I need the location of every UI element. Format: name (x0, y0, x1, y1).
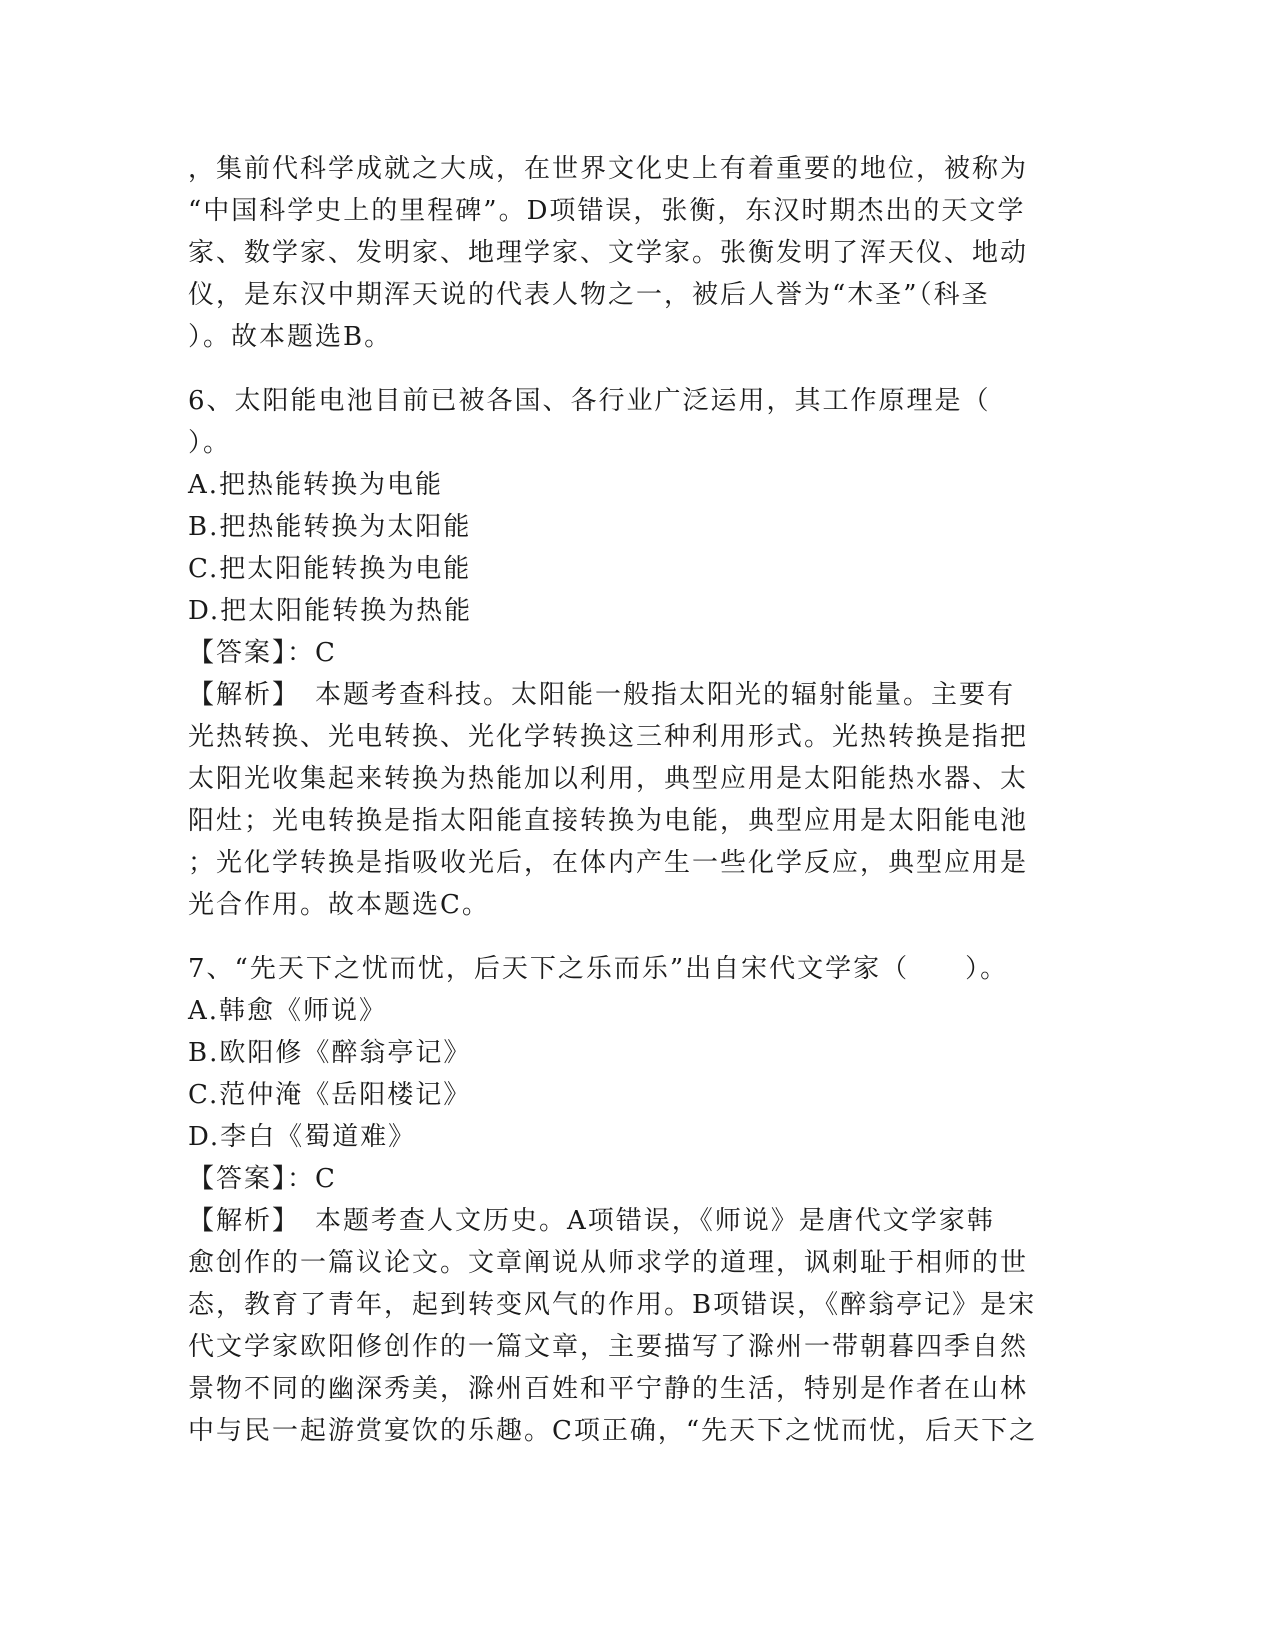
option-a: A.把热能转换为电能 (188, 470, 444, 500)
previous-explanation (188, 148, 1088, 358)
text-line: ，集前代科学成就之大成，在世界文化史上有着重要的地位，被称为 (188, 154, 1029, 184)
text-line: ）。故本题选B。 (188, 322, 393, 352)
option-c: C.范仲淹《岳阳楼记》 (188, 1080, 472, 1110)
question-6 (188, 380, 1088, 926)
explanation-line: 代文学家欧阳修创作的一篇文章，主要描写了滁州一带朝暮四季自然 (188, 1332, 1029, 1362)
explanation-line: 中与民一起游赏宴饮的乐趣。C项正确，“先天下之忧而忧，后天下之 (188, 1416, 1038, 1446)
document-page (188, 148, 1088, 1452)
explanation-line: 光热转换、光电转换、光化学转换这三种利用形式。光热转换是指把 (188, 722, 1029, 752)
option-d: D.把太阳能转换为热能 (188, 596, 473, 626)
explanation-line: ；光化学转换是指吸收光后，在体内产生一些化学反应，典型应用是 (188, 848, 1029, 878)
explanation-line: 光合作用。故本题选C。 (188, 890, 490, 920)
question-7 (188, 948, 1088, 1452)
option-a: A.韩愈《师说》 (188, 996, 388, 1026)
explanation-line: 景物不同的幽深秀美，滁州百姓和平宁静的生活，特别是作者在山林 (188, 1374, 1029, 1404)
spacer (188, 926, 1088, 948)
explanation-line: 【解析】 本题考查科技。太阳能一般指太阳光的辐射能量。主要有 (188, 680, 1016, 710)
text-line: “中国科学史上的里程碑”。D项错误，张衡，东汉时期杰出的天文学 (188, 196, 1026, 226)
option-b: B.欧阳修《醉翁亭记》 (188, 1038, 472, 1068)
answer-line: 【答案】：C (188, 638, 337, 668)
question-stem: 7、“先天下之忧而忧，后天下之乐而乐”出自宋代文学家（ ）。 (188, 954, 1009, 984)
option-c: C.把太阳能转换为电能 (188, 554, 472, 584)
explanation-line: 【解析】 本题考查人文历史。A项错误，《师说》是唐代文学家韩 (188, 1206, 995, 1236)
explanation-line: 阳灶；光电转换是指太阳能直接转换为电能，典型应用是太阳能电池 (188, 806, 1029, 836)
explanation-line: 太阳光收集起来转换为热能加以利用，典型应用是太阳能热水器、太 (188, 764, 1029, 794)
question-stem: 6、太阳能电池目前已被各国、各行业广泛运用，其工作原理是（ (188, 386, 991, 416)
text-line: 仪，是东汉中期浑天说的代表人物之一，被后人誉为“木圣”（科圣 (188, 280, 990, 310)
answer-line: 【答案】：C (188, 1164, 337, 1194)
question-stem: ）。 (188, 428, 232, 458)
explanation-line: 态，教育了青年，起到转变风气的作用。B项错误，《醉翁亭记》是宋 (188, 1290, 1037, 1320)
spacer (188, 358, 1088, 380)
explanation-line: 愈创作的一篇议论文。文章阐说从师求学的道理，讽刺耻于相师的世 (188, 1248, 1029, 1278)
option-b: B.把热能转换为太阳能 (188, 512, 472, 542)
text-line: 家、数学家、发明家、地理学家、文学家。张衡发明了浑天仪、地动 (188, 238, 1029, 268)
option-d: D.李白《蜀道难》 (188, 1122, 417, 1152)
